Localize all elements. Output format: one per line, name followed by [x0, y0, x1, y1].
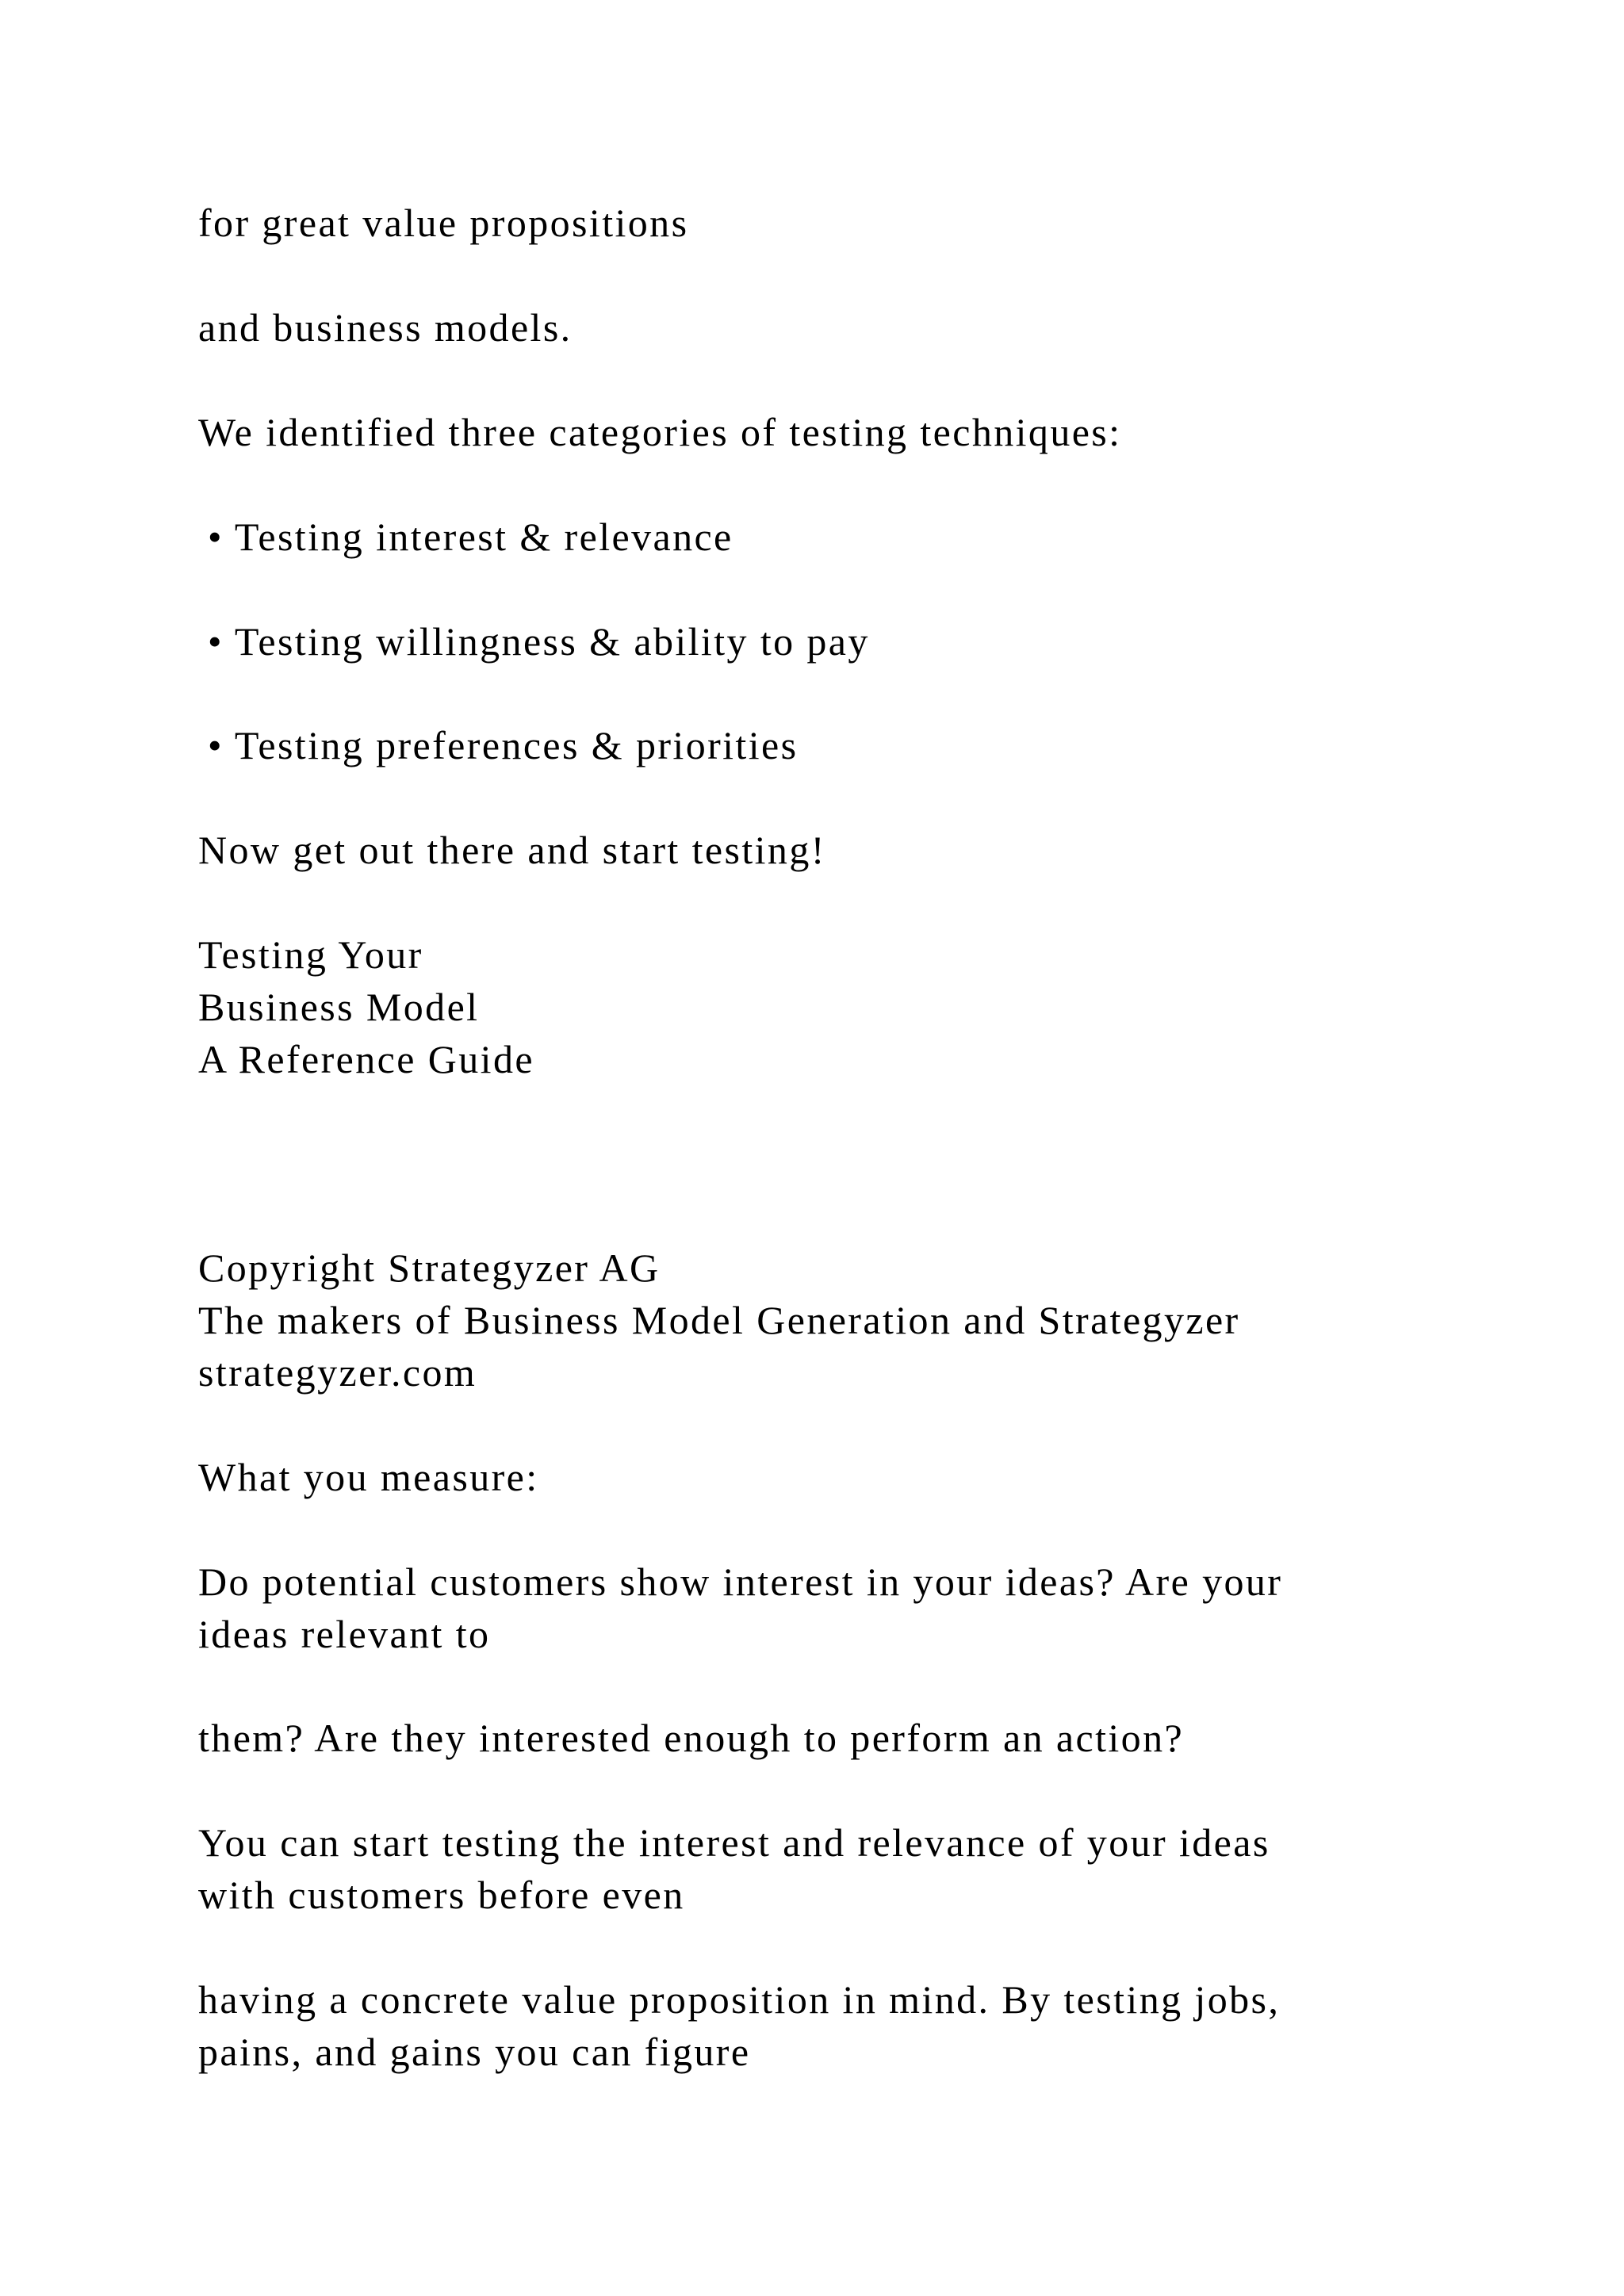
body-text-line: having a concrete value proposition in mind. By testing jobs,: [198, 1977, 1281, 2022]
bullet-item: • Testing preferences & priorities: [208, 723, 799, 767]
body-text-line: You can start testing the interest and relevance of your ideas: [198, 1820, 1270, 1865]
title-line: Testing Your: [198, 932, 423, 977]
body-text-line: them? Are they interested enough to perform an action?: [198, 1716, 1185, 1760]
body-text-line: and business models.: [198, 305, 573, 350]
body-text-line: ideas relevant to: [198, 1612, 491, 1656]
title-line: Business Model: [198, 985, 480, 1029]
bullet-item: • Testing interest & relevance: [208, 515, 733, 559]
body-text-line: for great value propositions: [198, 201, 689, 245]
copyright-line: Copyright Strategyzer AG: [198, 1246, 661, 1290]
bullet-item: • Testing willingness & ability to pay: [208, 619, 870, 664]
body-text-line: pains, and gains you can figure: [198, 2030, 751, 2074]
body-text-line: Now get out there and start testing!: [198, 828, 826, 872]
website-line: strategyzer.com: [198, 1350, 477, 1395]
body-text-line: with customers before even: [198, 1873, 685, 1917]
copyright-line: The makers of Business Model Generation and Strategyzer: [198, 1298, 1240, 1342]
section-heading: What you measure:: [198, 1455, 539, 1499]
body-text-line: Do potential customers show interest in your ideas? Are your: [198, 1559, 1283, 1604]
subtitle-line: A Reference Guide: [198, 1037, 534, 1081]
body-text-line: We identified three categories of testing techniques:: [198, 410, 1122, 454]
